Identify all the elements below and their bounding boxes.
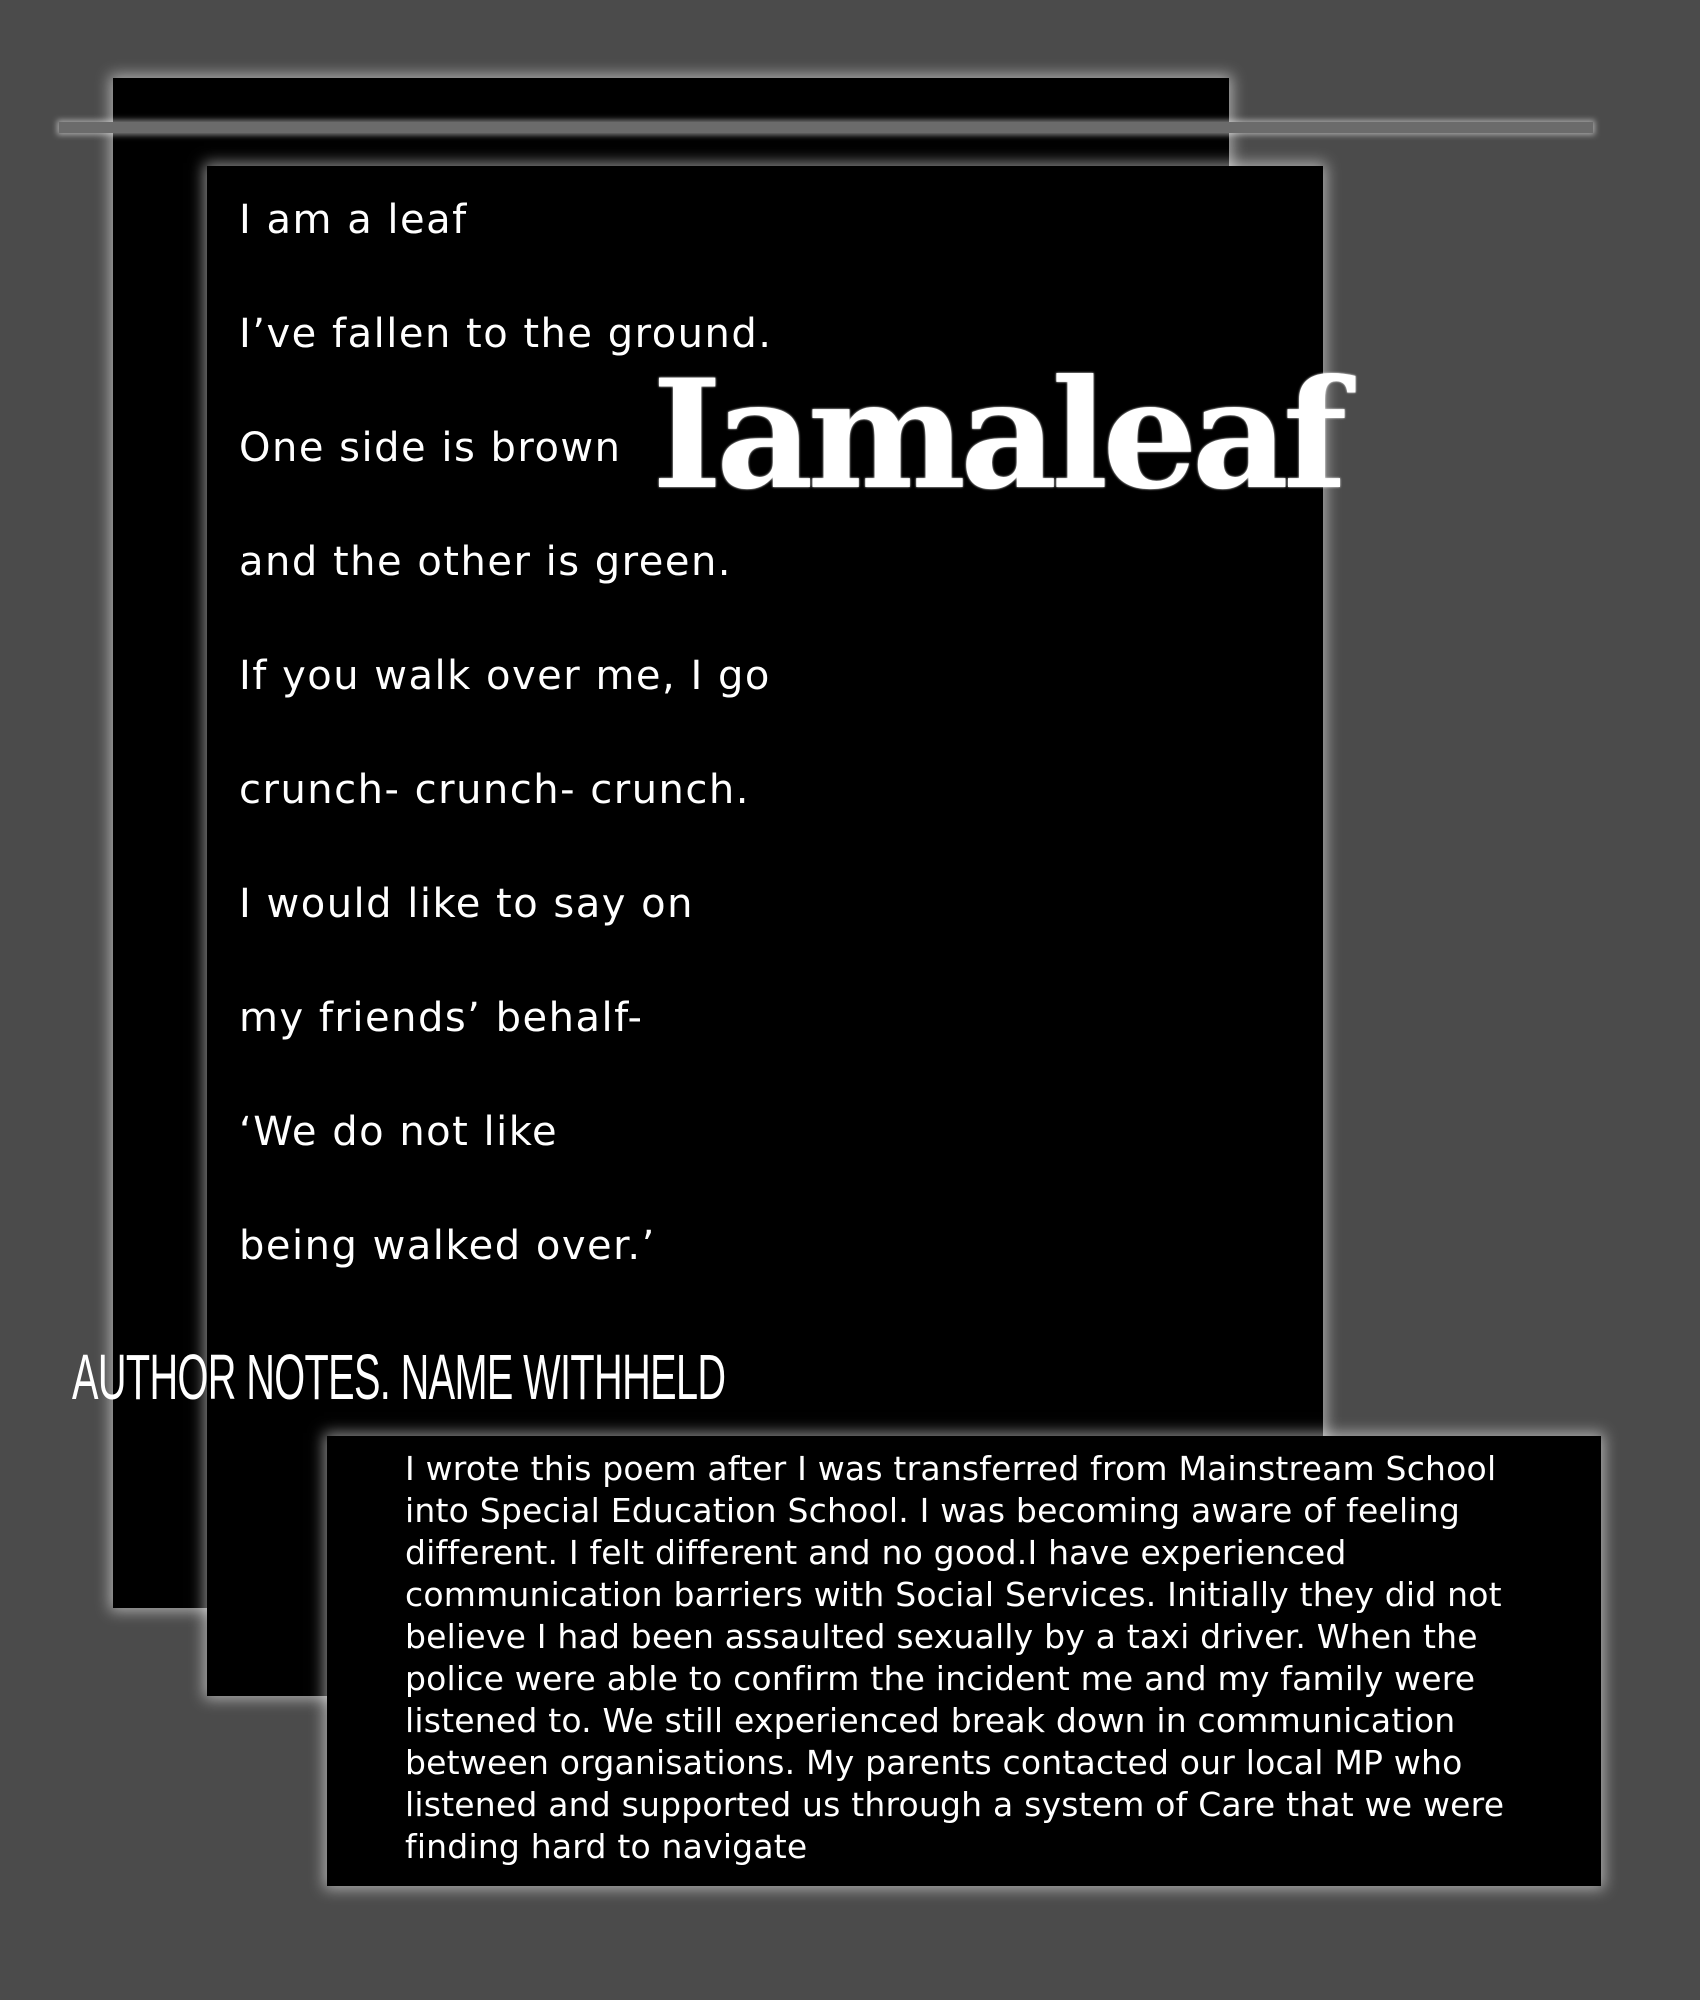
poem-title: Iamaleaf — [652, 347, 1342, 523]
notes-line: communication barriers with Social Services. Initially they did not — [405, 1575, 1502, 1614]
poem-line: I am a leaf — [239, 197, 468, 243]
notes-line: different. I felt different and no good.I have experienced — [405, 1533, 1347, 1572]
poem-line: crunch- crunch- crunch. — [239, 767, 750, 813]
poem-line: One side is brown — [239, 425, 622, 471]
poem-line: my friends’ behalf- — [239, 995, 644, 1041]
notes-line: police were able to confirm the incident me and my family were — [405, 1659, 1476, 1698]
notes-line: into Special Education School. I was becoming aware of feeling — [405, 1491, 1460, 1530]
poem-line: ‘We do not like — [239, 1109, 559, 1155]
author-notes-heading: AUTHOR NOTES. NAME WITHHELD — [72, 1341, 726, 1413]
poem-line: being walked over.’ — [239, 1223, 656, 1269]
notes-line: I wrote this poem after I was transferred from Mainstream School — [405, 1449, 1497, 1488]
poem-line: and the other is green. — [239, 539, 733, 585]
poem-line: If you walk over me, I go — [239, 653, 771, 699]
poem-line: I would like to say on — [239, 881, 694, 927]
notes-line: listened to. We still experienced break down in communication — [405, 1701, 1456, 1740]
author-notes-text — [405, 1448, 1595, 1868]
poem-line: I’ve fallen to the ground. — [239, 311, 773, 357]
notes-line: between organisations. My parents contacted our local MP who — [405, 1743, 1463, 1782]
top-rule — [59, 122, 1593, 133]
notes-line: finding hard to navigate — [405, 1827, 808, 1866]
notes-line: listened and supported us through a system of Care that we were — [405, 1785, 1505, 1824]
notes-line: believe I had been assaulted sexually by a taxi driver. When the — [405, 1617, 1478, 1656]
